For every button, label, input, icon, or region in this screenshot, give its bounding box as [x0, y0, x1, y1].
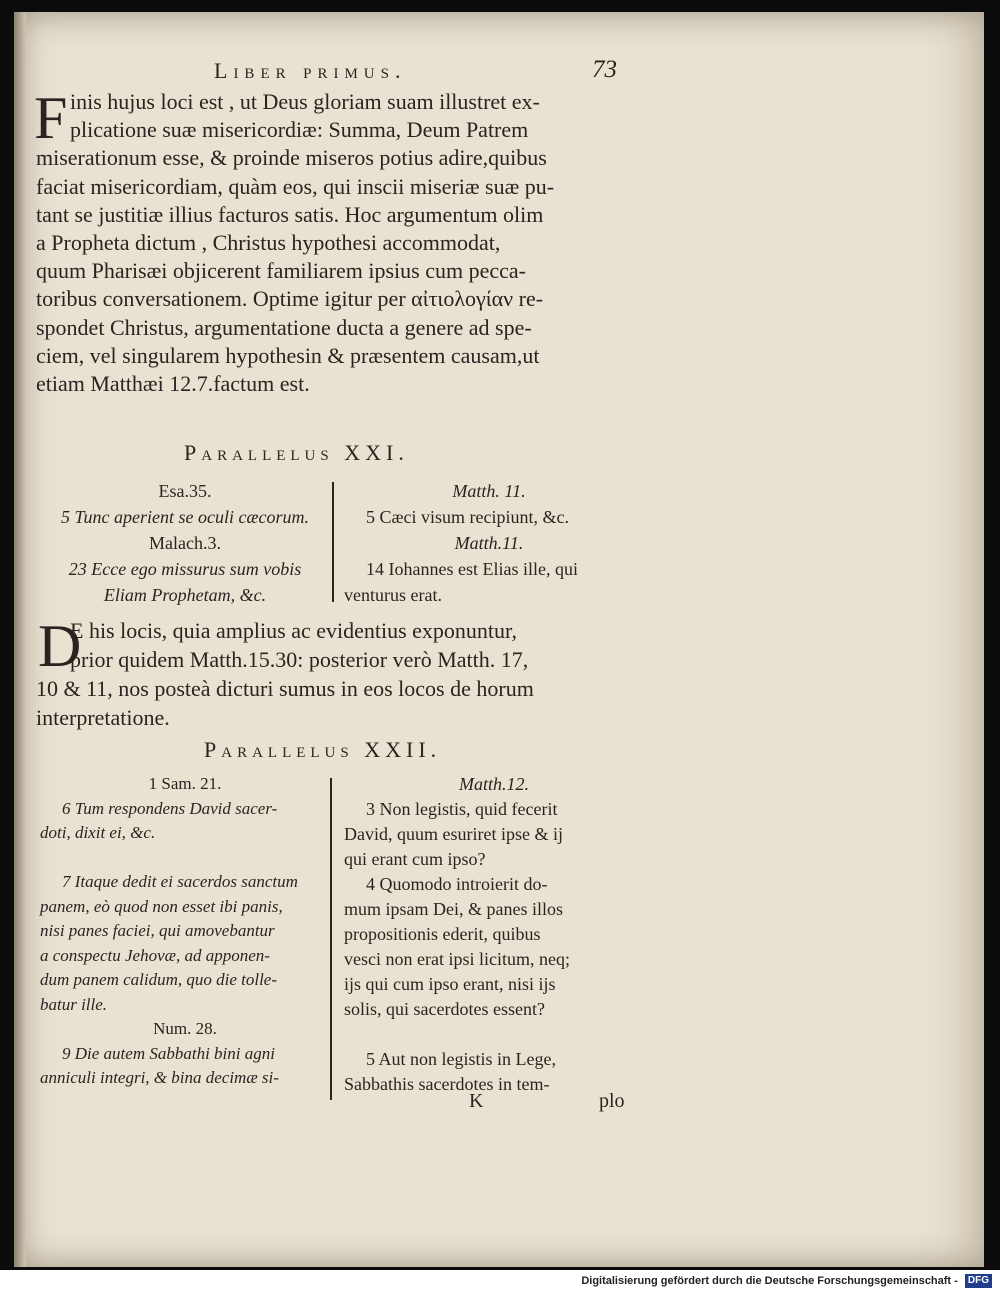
text-line: 10 & 11, nos posteà dicturi sumus in eos locos de horum	[36, 676, 534, 701]
text-line: E his locis, quia amplius ac evidentius exponuntur,	[70, 618, 517, 643]
parallel-xxi-left-column	[40, 478, 330, 608]
paragraph-1	[34, 85, 636, 398]
verse-line: 6 Tum respondens David sacer-	[62, 798, 278, 818]
text-line: ciem, vel singularem hypothesin & præsentem causam,ut	[36, 342, 540, 368]
verse-line: a conspectu Jehovæ, ad apponen-	[40, 945, 270, 965]
text-line: etiam Matthæi 12.7.factum est.	[36, 371, 310, 397]
reference-heading: Matth.12.	[459, 774, 529, 794]
verse-line: 5 Cæci visum recipiunt, &c.	[366, 507, 569, 527]
running-head: Liber primus.	[214, 58, 407, 83]
verse-line: nisi panes faciei, qui amovebantur	[40, 921, 275, 940]
parallel-xxii-right-column	[344, 772, 644, 1097]
book-page	[14, 12, 984, 1267]
reference-heading: Malach.3.	[149, 533, 221, 553]
section-title-parallelus-xxi: Parallelus XXI.	[184, 440, 409, 465]
text-line: spondet Christus, argumentatione ducta a genere ad spe-	[36, 314, 532, 340]
page-number: 73	[592, 56, 617, 83]
verse-line: Sabbathis sacerdotes in tem-	[344, 1074, 550, 1094]
verse-line: solis, qui sacerdotes essent?	[344, 999, 545, 1019]
verse-line: batur ille.	[40, 994, 108, 1014]
verse-line: dum panem calidum, quo die tolle-	[40, 970, 278, 989]
column-divider	[332, 482, 334, 602]
verse-line: 3 Non legistis, quid fecerit	[366, 799, 558, 819]
text-line: a Propheta dictum , Christus hypothesi accommodat,	[36, 230, 501, 256]
catchword: plo	[599, 1090, 625, 1112]
text-line: prior quidem Matth.15.30: posterior verò Matth. 17,	[70, 647, 529, 672]
dropcap-f: F	[34, 85, 68, 151]
parallel-xxii-left-column	[40, 772, 330, 1091]
text-line: quum Pharisæi objicerent familiarem ipsius cum pecca-	[36, 258, 526, 284]
blank-line	[344, 1022, 644, 1047]
reference-heading: Esa.35.	[158, 481, 212, 501]
text-line: interpretatione.	[36, 705, 170, 730]
text-line: inis hujus loci est , ut Deus gloriam suam illustret ex-	[70, 89, 540, 114]
funding-credit: Digitalisierung gefördert durch die Deutsche Forschungsgemeinschaft -	[581, 1275, 958, 1287]
verse-line: 9 Die autem Sabbathi bini agni	[62, 1043, 275, 1063]
blank-line	[40, 846, 330, 871]
verse-line: 5 Tunc aperient se oculi cæcorum.	[61, 507, 309, 527]
verse-line: Eliam Prophetam, &c.	[103, 585, 267, 605]
verse-line: anniculi integri, & bina decimæ si-	[40, 1068, 279, 1087]
dfg-logo[interactable]: DFG	[965, 1274, 992, 1288]
verse-line: qui erant cum ipso?	[344, 849, 486, 869]
paragraph-2	[36, 613, 636, 732]
verse-line: mum ipsam Dei, & panes illos	[344, 899, 563, 919]
verse-line: venturus erat.	[344, 585, 442, 605]
verse-line: 4 Quomodo introierit do-	[366, 874, 548, 894]
page-gutter	[14, 12, 26, 1267]
verse-line: doti, dixit ei, &c.	[40, 823, 156, 842]
verse-line: 5 Aut non legistis in Lege,	[366, 1049, 556, 1069]
digitization-footer	[0, 1272, 1000, 1291]
verse-line: David, quum esuriret ipse & ij	[344, 824, 563, 844]
text-line: toribus conversationem. Optime igitur per αἰτιολογίαν re-	[36, 286, 544, 312]
reference-heading: 1 Sam. 21.	[148, 774, 222, 793]
reference-heading: Matth.11.	[454, 533, 524, 553]
column-divider	[330, 778, 332, 1100]
dropcap-d: D	[38, 613, 82, 679]
verse-line: 14 Iohannes est Elias ille, qui	[366, 559, 578, 579]
text-line: faciat misericordiam, quàm eos, qui inscii miseriæ suæ pu-	[36, 173, 555, 199]
parallel-xxi-right-column	[344, 478, 634, 608]
text-line: miserationum esse, & proinde miseros potius adire,quibus	[36, 145, 547, 171]
verse-line: ijs qui cum ipso erant, nisi ijs	[344, 974, 556, 994]
verse-line: vesci non erat ipsi licitum, neq;	[344, 949, 570, 969]
reference-heading: Matth. 11.	[452, 481, 526, 501]
section-title-parallelus-xxii: Parallelus XXII.	[204, 737, 442, 762]
reference-heading: Num. 28.	[153, 1019, 217, 1038]
verse-line: panem, eò quod non esset ibi panis,	[40, 896, 283, 916]
text-line: plicatione suæ misericordiæ: Summa, Deum Patrem	[70, 117, 529, 143]
verse-line: propositionis ederit, quibus	[344, 924, 541, 944]
verse-line: 7 Itaque dedit ei sacerdos sanctum	[62, 872, 298, 891]
signature-mark: K	[469, 1090, 484, 1112]
text-line: tant se justitiæ illius facturos satis. Hoc argumentum olim	[36, 201, 544, 227]
verse-line: 23 Ecce ego missurus sum vobis	[68, 559, 302, 579]
